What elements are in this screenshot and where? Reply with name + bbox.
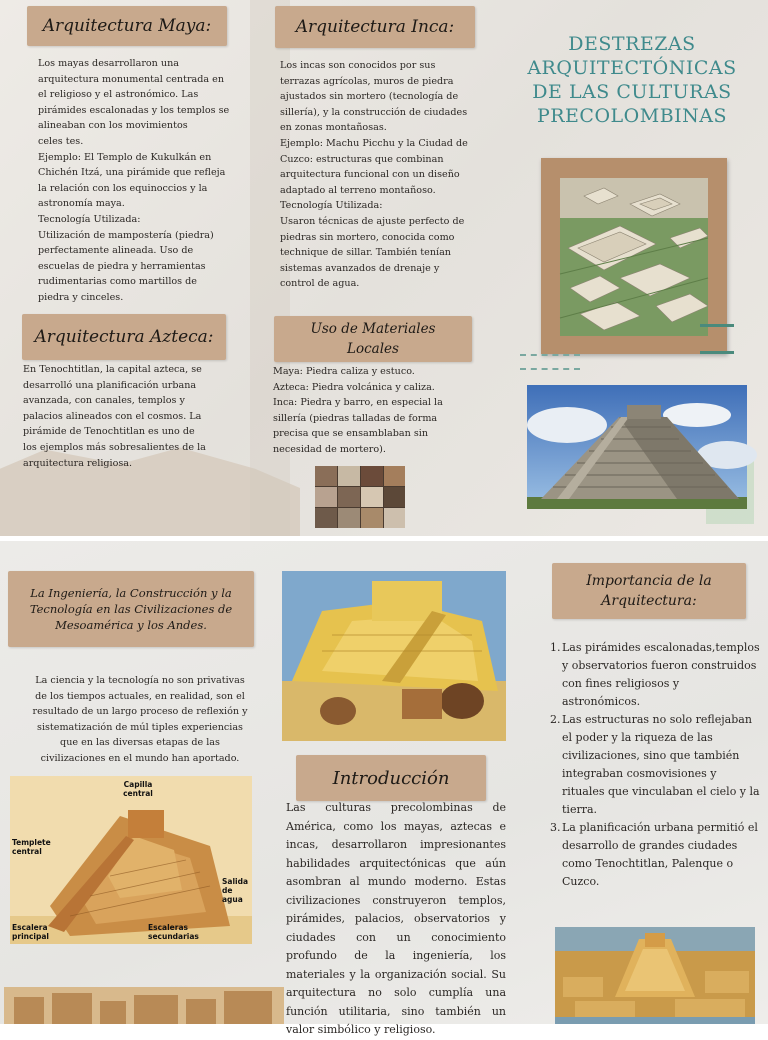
list-item	[550, 711, 760, 819]
diagram-label-escaleras-secundarias: Escaleras secundarias	[148, 923, 199, 941]
inca-text: Los incas son conocidos por sus terrazas agrícolas, muros de piedra ajustados sin mortero (tecnología de sillería), y la construcción de ciudades en zonas montañosas. Ejemplo: Machu Picchu y la Ciudad de Cuzco: estructuras que combinan arquitectura funcional con un diseño adaptado al terreno montañoso. Tecnología Utilizada: Usaron técnicas de ajuste perfecto de piedras sin mortero, conocida como technique de sillar. También tenían sistemas avanzados de drenaje y control de agua.	[280, 60, 468, 290]
importancia-list	[550, 639, 760, 891]
diagram-label-templete: Templete central	[12, 838, 51, 856]
introduccion-text: Las culturas precolombinas de América, como los mayas, aztecas e incas, desarrollaron impresionantes habilidades arquitectónicas que aún asombran al mundo moderno. Estas civilizaciones construyeron templos, pirámides, palacios, observatorios y ciudades con un conocimiento profundo de la ingeniería, los materiales y la organización social. Su arquitectura no solo cumplía una función utilitaria, sino también un valor simbólico y religioso.	[286, 801, 506, 1036]
tenochtitlan-model-image	[555, 927, 755, 1024]
materiales-title: Uso de Materiales Locales	[274, 316, 472, 362]
list-item-number: 3.	[550, 821, 561, 834]
importancia-title: Importancia de la Arquitectura:	[552, 563, 746, 619]
maya-title: Arquitectura Maya:	[27, 6, 227, 46]
diagram-label-salida: Salida de agua	[222, 877, 249, 904]
inca-title: Arquitectura Inca:	[275, 6, 475, 48]
construction-painting-image	[282, 571, 506, 741]
kukulkan-pyramid-image	[527, 385, 747, 509]
city-strip-image	[4, 987, 284, 1024]
city-model-image	[560, 178, 708, 336]
decorative-stamp	[520, 354, 580, 370]
ziggurat-diagram-image	[10, 776, 252, 944]
decorative-stamp	[700, 324, 734, 354]
introduccion-title: Introducción	[296, 755, 486, 801]
azteca-title: Arquitectura Azteca:	[22, 314, 226, 360]
list-item-number: 2.	[550, 713, 561, 726]
diagram-label-escalera-principal: Escalera principal	[12, 923, 49, 941]
list-item-text: Las estructuras no solo reflejaban el poder y la riqueza de las civilizaciones, sino que también integraban cosmovisiones y rituales que vinculaban el cielo y la tierra.	[562, 713, 760, 816]
list-item-text: La planificación urbana permitió el desarrollo de grandes ciudades como Tenochtitlan, Palenque o Cuzco.	[562, 821, 758, 888]
list-item	[550, 639, 760, 711]
diagram-label-capilla: Capilla central	[123, 780, 153, 798]
materials-collage-image	[315, 466, 405, 528]
list-item-text: Las pirámides escalonadas,templos y observatorios fueron construidos con fines religiosos y astronómicos.	[562, 641, 760, 708]
materiales-text: Maya: Piedra caliza y estuco. Azteca: Piedra volcánica y caliza. Inca: Piedra y barro, en especial la sillería (piedras talladas de forma precisa que se ensamblaban sin necesidad de mortero).	[273, 366, 443, 455]
ingenieria-title: La Ingeniería, la Construcción y la Tecnología en las Civilizaciones de Mesoamérica y los Andes.	[8, 571, 254, 647]
maya-text: Los mayas desarrollaron una arquitectura monumental centrada en el religioso y el astronómico. Las pirámides escalonadas y los templos se alineaban con los movimientos celes tes. Ejemplo: El Templo de Kukulkán en Chichén Itzá, una pirámide que refleja la relación con los equinoccios y la astronomía maya. Tecnología Utilizada: Utilización de mampostería (piedra) perfectamente alineada. Uso de escuelas de piedra y herramientas rudimentarias como martillos de piedra y cinceles.	[38, 58, 230, 303]
list-item-number: 1.	[550, 641, 561, 654]
azteca-text: En Tenochtitlan, la capital azteca, se desarrolló una planificación urbana avanzada, con canales, templos y palacios alineados con el cosmos. La pirámide de Tenochtitlan es uno de los ejemplos más sobresalientes de la arquitectura religiosa.	[23, 364, 206, 469]
page-title: DESTREZAS ARQUITECTÓNICAS DE LAS CULTURAS PRECOLOMBINAS	[527, 33, 737, 127]
brochure-back	[0, 541, 768, 1036]
ingenieria-text: La ciencia y la tecnología no son privativas de los tiempos actuales, en realidad, son el resultado de un largo proceso de reflexión y sistematización de múl tiples experiencias que en las diversas etapas de las civilizaciones en el mundo han aportado.	[32, 675, 248, 764]
list-item	[550, 819, 760, 891]
